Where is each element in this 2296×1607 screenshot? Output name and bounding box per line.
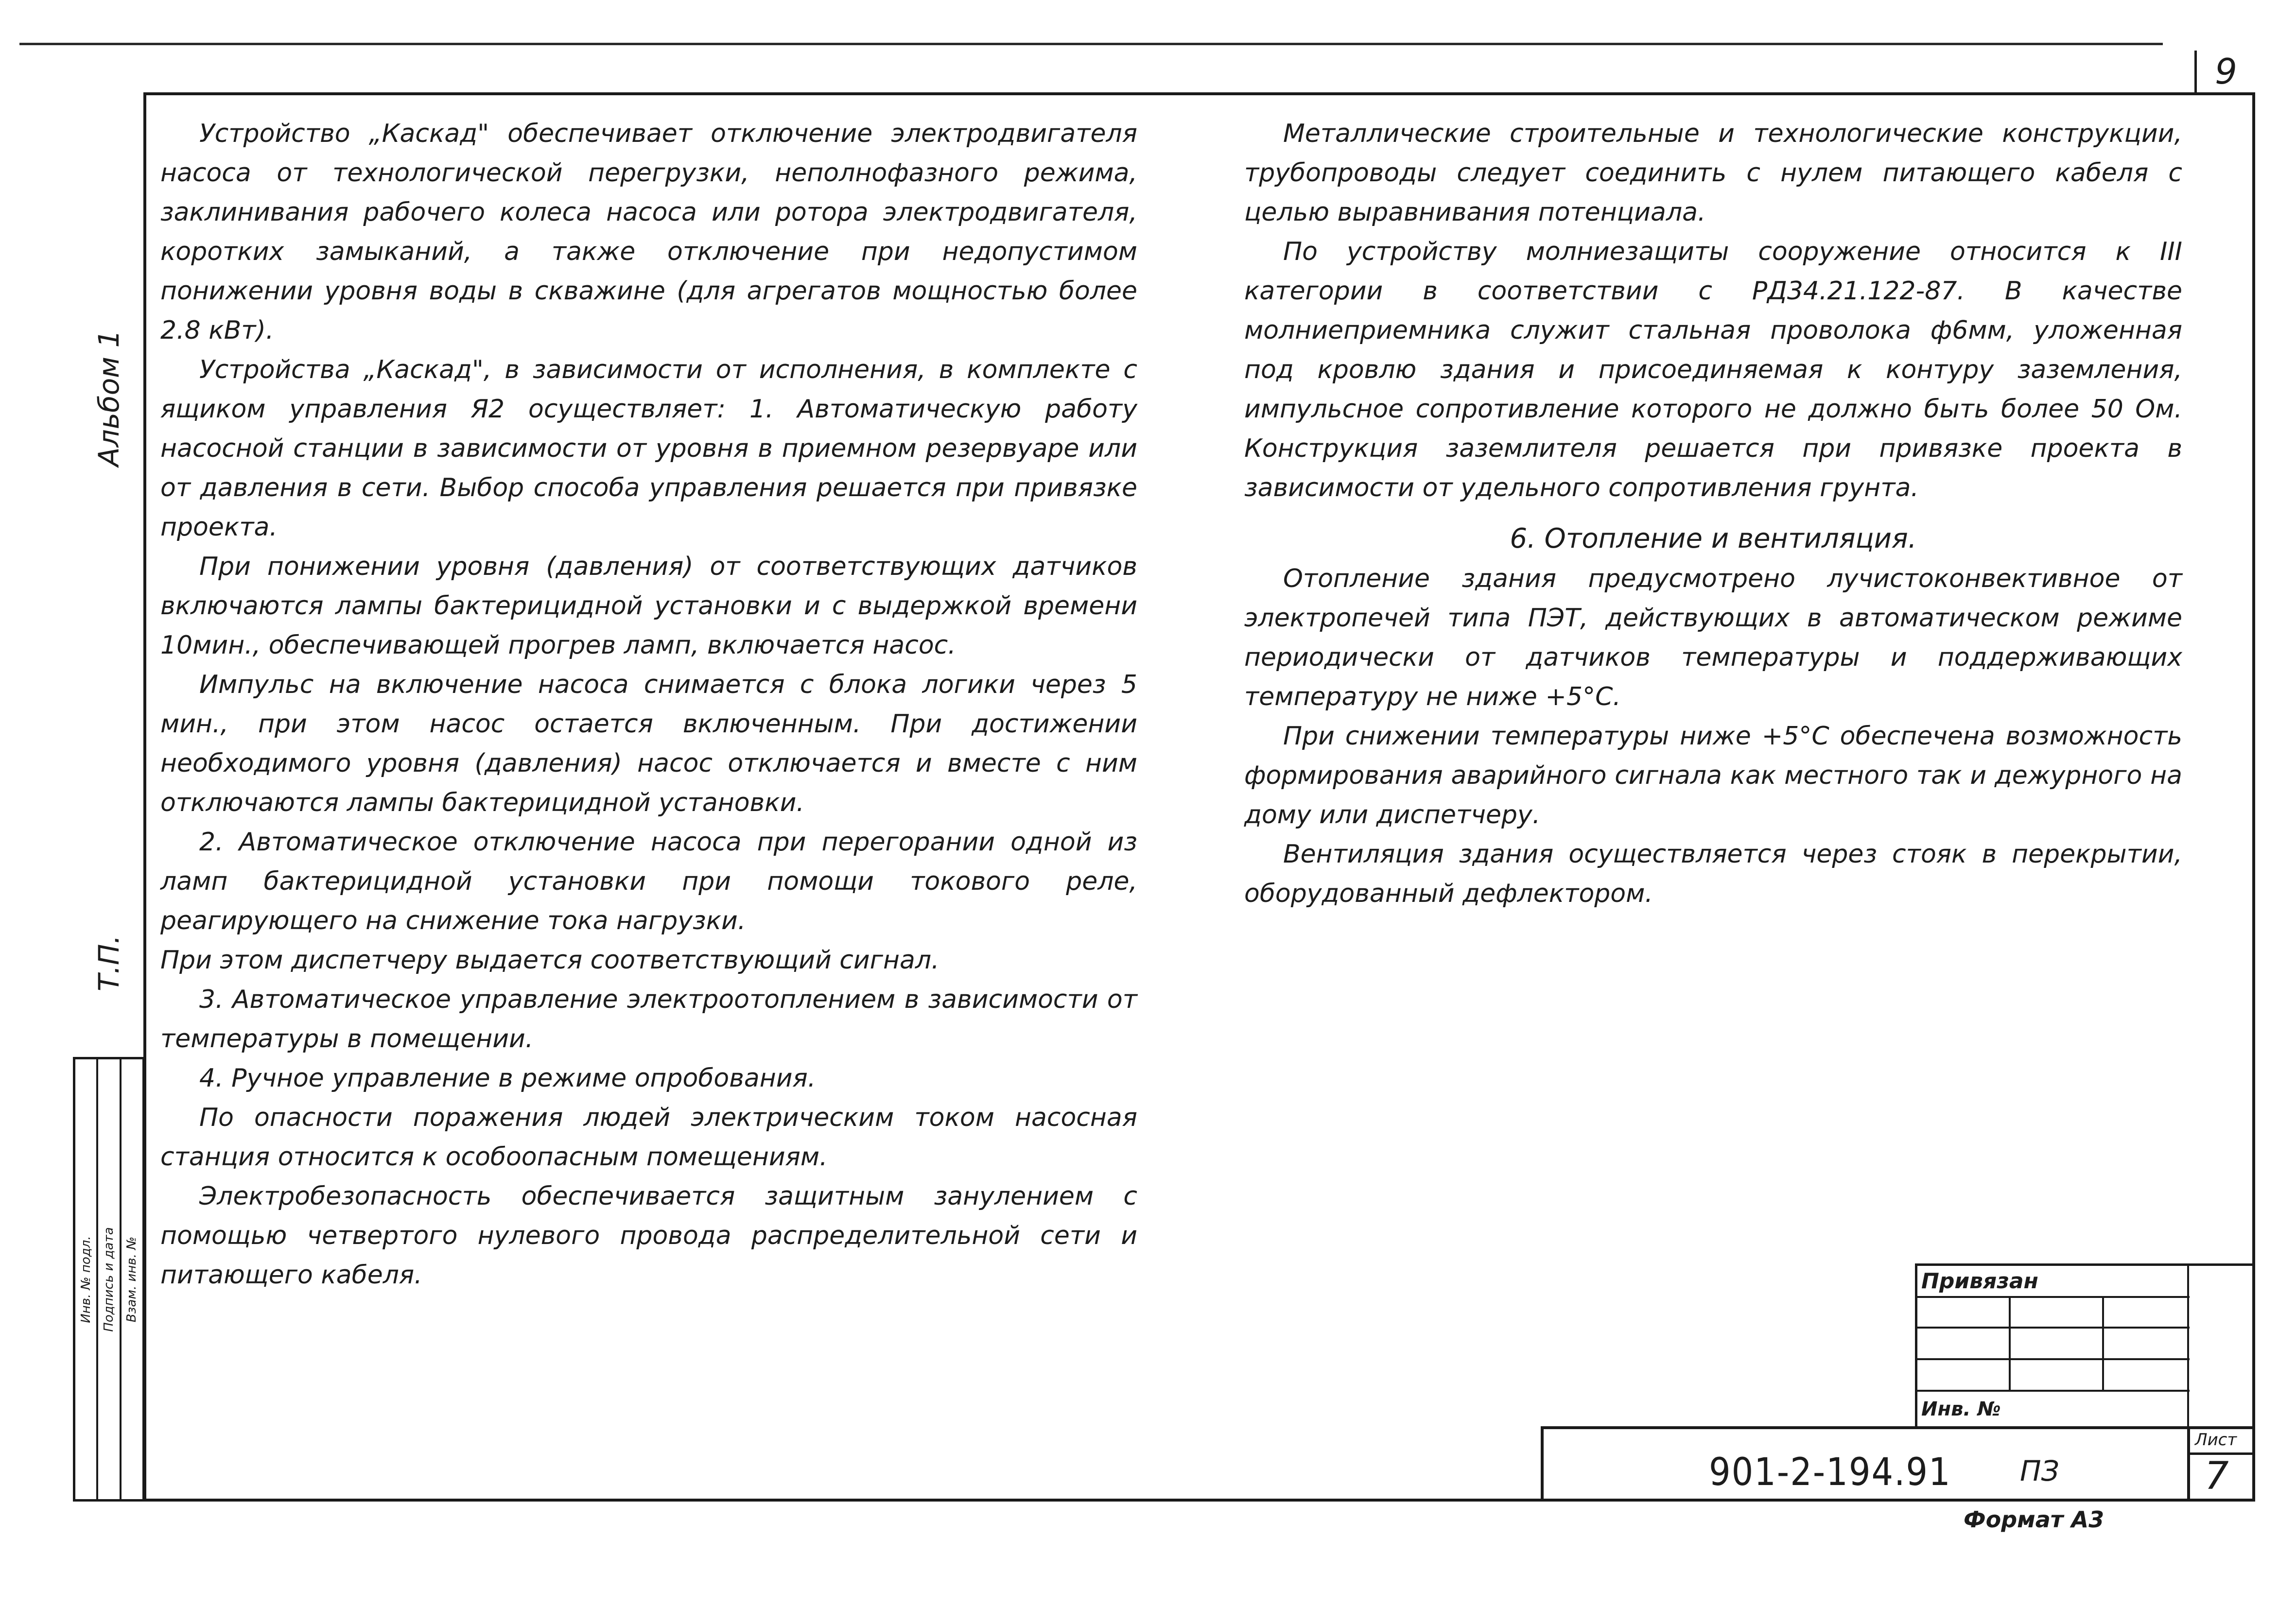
paragraph: Устройство „Каскад" обеспечивает отключение электродвигателя насоса от технологической перегрузки, неполнофазного режима, заклинивания рабочего колеса насоса или ротора электродвигателя, коротких замыканий, а также отключение при недопустимом понижении уровня воды в скважине (для агрегатов мощностью более 2.8 кВт). bbox=[160, 119, 1137, 345]
grid-line bbox=[1917, 1327, 2190, 1329]
grid-line bbox=[2187, 1266, 2189, 1429]
title-block bbox=[1541, 1426, 2187, 1502]
stamp-label: Инв. № подл. bbox=[78, 1235, 93, 1323]
stamp-label: Взам. инв. № bbox=[124, 1236, 139, 1322]
paragraph: По устройству молниезащиты сооружение относится к III категории в соответствии с РД34.21.122-87. В качестве молниеприемника служит стальная проволока ф6мм, уложенная под кровлю здания и присоединяемая к контуру заземления, импульсное сопротивление которого не должно быть более 50 Ом. Конструкция заземлителя решается при привязке проекта в зависимости от удельного сопротивления грунта. bbox=[1244, 237, 2182, 502]
inv-label: Инв. № bbox=[1921, 1398, 2001, 1420]
bound-label: Привязан bbox=[1921, 1269, 2038, 1294]
left-text-column bbox=[160, 114, 1137, 1295]
stamp-col-signature bbox=[98, 1059, 121, 1499]
sheet-label: Лист bbox=[2195, 1430, 2237, 1450]
section-heading: 6. Отопление и вентиляция. bbox=[1510, 523, 1917, 554]
grid-line bbox=[2102, 1296, 2104, 1390]
right-text-column bbox=[1244, 114, 2182, 914]
paragraph: 2. Автоматическое отключение насоса при перегорании одной из ламп бактерицидной установки при помощи токового реле, реагирующего на снижение тока нагрузки. bbox=[160, 828, 1137, 935]
paragraph: 3. Автоматическое управление электроотоплением в зависимости от температуры в помещении. bbox=[160, 985, 1137, 1054]
format-label: Формат А3 bbox=[1964, 1506, 2105, 1533]
paragraph: По опасности поражения людей электрическим током насосная станция относится к особоопасным помещениям. bbox=[160, 1103, 1137, 1172]
paragraph: Импульс на включение насоса снимается с блока логики через 5 мин., при этом насос остается включенным. При достижении необходимого уровня (давления) насос отключается и вместе с ним отключаются лампы бактерицидной установки. bbox=[160, 670, 1137, 817]
top-border-line bbox=[19, 43, 2163, 45]
stamp-label: Подпись и дата bbox=[101, 1227, 116, 1332]
approval-stamp bbox=[73, 1057, 145, 1502]
paragraph: Металлические строительные и технологические конструкции, трубопроводы следует соединить с нулем питающего кабеля с целью выравнивания потенциала. bbox=[1244, 119, 2182, 227]
grid-line bbox=[1917, 1390, 2190, 1392]
sheet-number-box bbox=[2187, 1426, 2255, 1502]
grid-line bbox=[2009, 1296, 2011, 1390]
grid-line bbox=[1917, 1358, 2190, 1360]
paragraph: Вентиляция здания осуществляется через стояк в перекрытии, оборудованный дефлектором. bbox=[1244, 840, 2182, 908]
paragraph: При снижении температуры ниже +5°С обеспечена возможность формирования аварийного сигнала как местного так и дежурного на дому или диспетчеру. bbox=[1244, 722, 2182, 829]
paragraph: При понижении уровня (давления) от соответствующих датчиков включаются лампы бактерицидной установки и с выдержкой времени 10мин., обеспечивающей прогрев ламп, включается насос. bbox=[160, 552, 1137, 660]
paragraph: Отопление здания предусмотрено лучистоконвективное от электропечей типа ПЭТ, действующих в автоматическом режиме периодически от датчиков температуры и поддерживающих температуру не ниже +5°С. bbox=[1244, 564, 2182, 711]
grid-line bbox=[1917, 1296, 2190, 1298]
sheet-number: 7 bbox=[2205, 1454, 2229, 1498]
stamp-col-inv-original bbox=[75, 1059, 98, 1499]
paragraph: Устройства „Каскад", в зависимости от исполнения, в комплекте с ящиком управления Я2 осуществляет: 1. Автоматическую работу насосной станции в зависимости от уровня в приемном резервуаре или от давления в сети. Выбор способа управления решается при привязке проекта. bbox=[160, 355, 1137, 542]
stamp-col-replacement bbox=[122, 1059, 142, 1499]
page-corner-number: 9 bbox=[2194, 51, 2255, 95]
paragraph: Электробезопасность обеспечивается защитным занулением с помощью четвертого нулевого провода распределительной сети и питающего кабеля. bbox=[160, 1182, 1137, 1290]
binding-grid bbox=[1915, 1263, 2255, 1426]
paragraph: 4. Ручное управление в режиме опробования. bbox=[199, 1064, 816, 1093]
series-label: Т.П. bbox=[92, 935, 125, 991]
document-type: ПЗ bbox=[2020, 1454, 2059, 1487]
album-label: Альбом 1 bbox=[92, 329, 125, 467]
document-code: 901-2-194.91 bbox=[1709, 1451, 1951, 1494]
paragraph: При этом диспетчеру выдается соответствующий сигнал. bbox=[160, 946, 939, 975]
